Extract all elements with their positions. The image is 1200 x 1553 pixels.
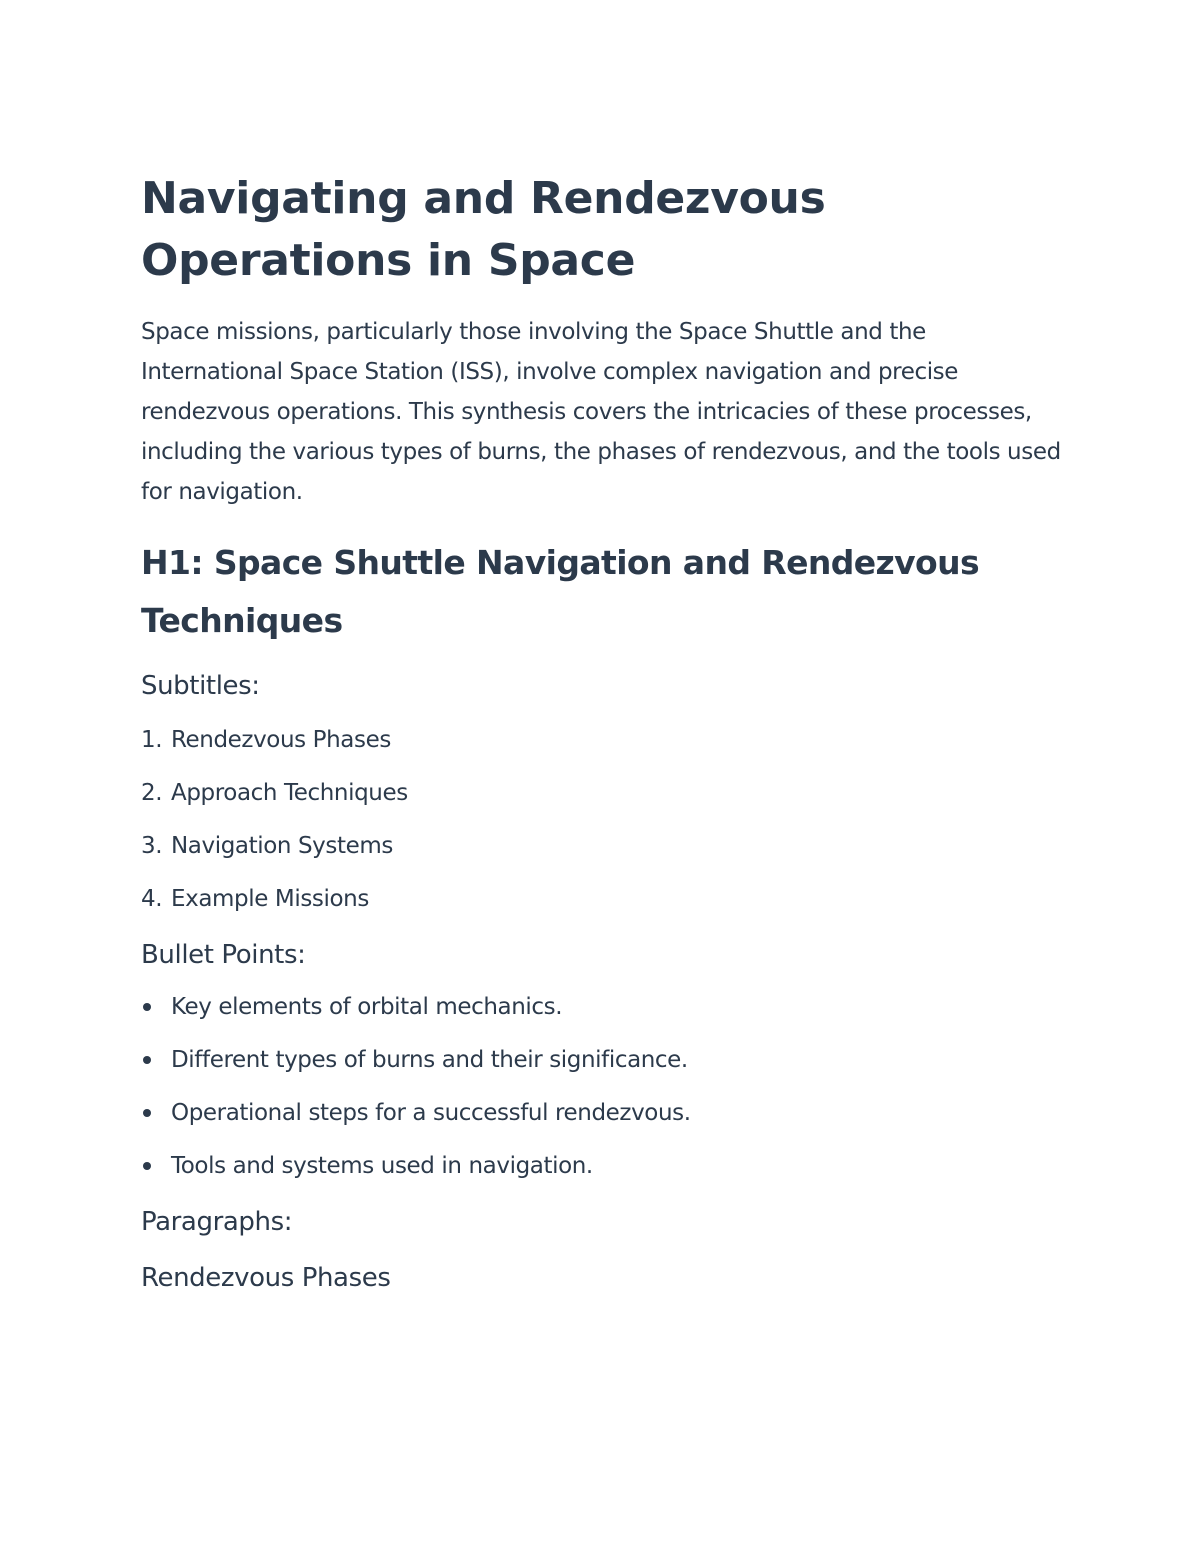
bullet-dot-icon <box>143 1056 151 1064</box>
list-item-label: Example Missions <box>171 886 369 912</box>
list-item <box>141 826 1071 866</box>
bullet-item-text: Key elements of orbital mechanics. <box>171 994 563 1020</box>
bullet-list <box>141 987 1071 1186</box>
list-item-label: Navigation Systems <box>171 833 393 859</box>
subtitles-heading: Subtitles: <box>141 671 260 701</box>
list-item-number: 2. <box>141 780 163 806</box>
document-page <box>141 168 1071 1298</box>
bullet-item-text: Tools and systems used in navigation. <box>171 1153 593 1179</box>
list-item <box>141 773 1071 813</box>
bullet-item <box>141 1040 1071 1080</box>
rendezvous-phases-heading: Rendezvous Phases <box>141 1263 391 1293</box>
list-item-number: 1. <box>141 727 163 753</box>
bullet-dot-icon <box>143 1162 151 1170</box>
list-item-label: Approach Techniques <box>171 780 408 806</box>
bullet-item-text: Different types of burns and their significance. <box>171 1047 688 1073</box>
list-item-label: Rendezvous Phases <box>171 727 391 753</box>
bullet-item <box>141 1146 1071 1186</box>
bullet-dot-icon <box>143 1003 151 1011</box>
document-title: Navigating and Rendezvous Operations in Space <box>141 173 826 286</box>
intro-paragraph: Space missions, particularly those involving the Space Shuttle and the International Space Station (ISS), involve complex navigation and precise rendezvous operations. This synthesis covers the intricacies of these processes, including the various types of burns, the phases of rendezvous, and the tools used for navigation. <box>141 319 1061 505</box>
list-item-number: 4. <box>141 886 163 912</box>
bullet-item <box>141 987 1071 1027</box>
list-item <box>141 720 1071 760</box>
bullet-points-heading: Bullet Points: <box>141 940 306 970</box>
list-item-number: 3. <box>141 833 163 859</box>
subtitles-list <box>141 720 1071 919</box>
section-heading: H1: Space Shuttle Navigation and Rendezvous Techniques <box>141 543 980 640</box>
bullet-item-text: Operational steps for a successful rendezvous. <box>171 1100 691 1126</box>
bullet-dot-icon <box>143 1109 151 1117</box>
list-item <box>141 879 1071 919</box>
bullet-item <box>141 1093 1071 1133</box>
paragraphs-heading: Paragraphs: <box>141 1207 293 1237</box>
